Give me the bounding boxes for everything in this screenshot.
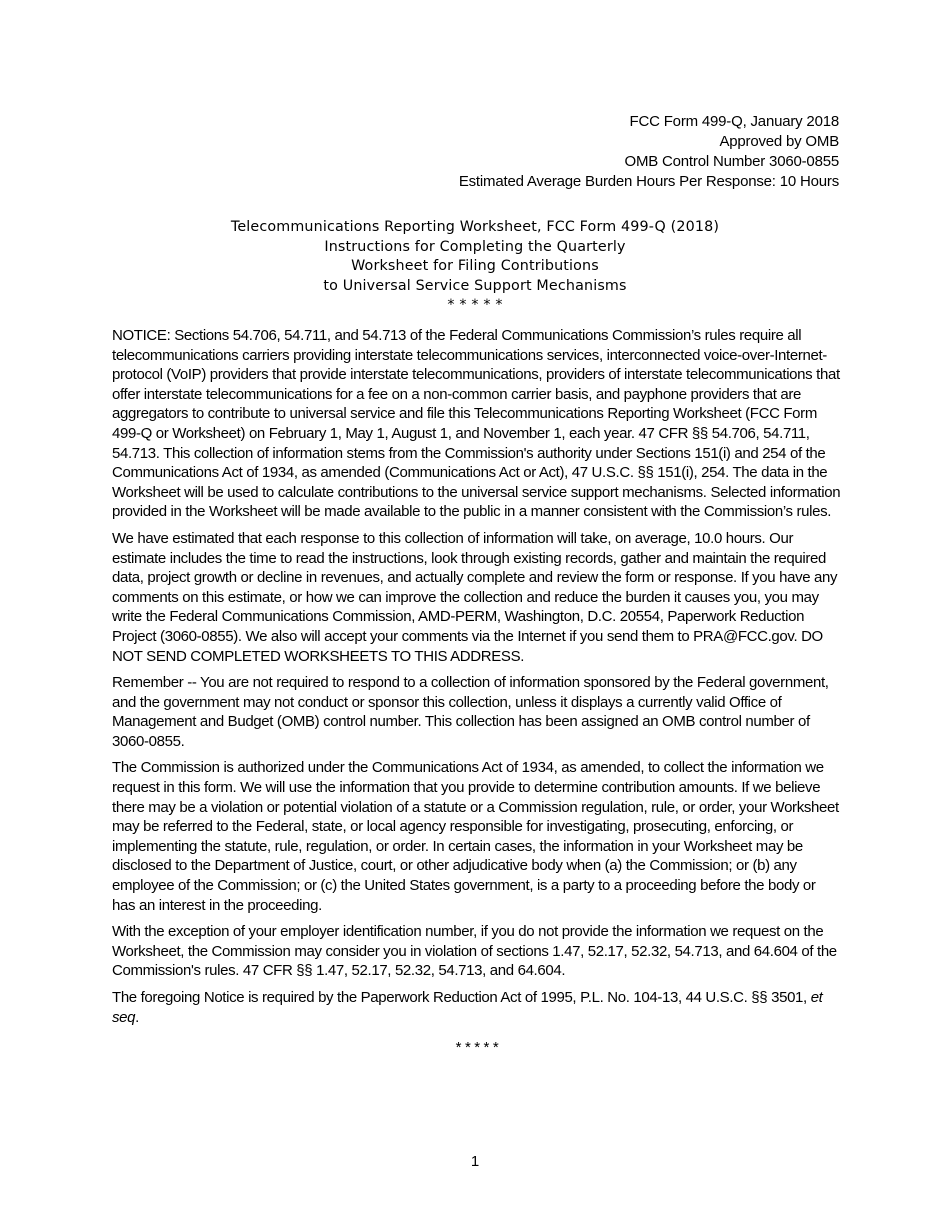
title-line-3: Worksheet for Filing Contributions	[351, 258, 599, 275]
et-seq-italic: et seq	[112, 989, 823, 1026]
end-stars-separator: * * * * *	[455, 1039, 499, 1057]
paperwork-reduction-text: The foregoing Notice is required by the Paperwork Reduction Act of 1995, P.L. No. 104-13, 44 U.S.C. §§ 3501,	[112, 989, 811, 1006]
notice-body	[112, 326, 842, 1058]
title-line-2: Instructions for Completing the Quarterly	[324, 238, 626, 255]
paperwork-reduction-end: .	[135, 1008, 139, 1026]
omb-reminder-paragraph: Remember -- You are not required to respond to a collection of information sponsored by the Federal government, and the government may not conduct or sponsor this collection, unless it displays a currently valid Office of Management and Budget (OMB) control number. This collection has been assigned an OMB control number of 3060-0855.	[112, 674, 829, 750]
notice-paragraph: NOTICE: Sections 54.706, 54.711, and 54.713 of the Federal Communications Commission’s rules require all telecommunications carriers providing interstate telecommunications services, interconnected voice-over-Internet-protocol (VoIP) providers that provide interstate telecommunications, providers of interstate telecommunications that offer interstate telecommunications for a fee on a non-common carrier basis, and payphone providers that are aggregators to contribute to universal service and file this Telecommunications Reporting Worksheet (FCC Form 499-Q or Worksheet) on February 1, May 1, August 1, and November 1, each year. 47 CFR §§ 54.706, 54.711, 54.713. This collection of information stems from the Commission's authority under Sections 151(i) and 254 of the Communications Act of 1934, as amended (Communications Act or Act), 47 U.S.C. §§ 151(i), 254. The data in the Worksheet will be used to calculate contributions to the universal service support mechanisms. Selected information provided in the Worksheet will be made available to the public in a manner consistent with the Commission’s rules.	[112, 327, 841, 521]
authority-paragraph: The Commission is authorized under the Communications Act of 1934, as amended, to collect the information we request in this form. We will use the information that you provide to determine contribution amounts. If we believe there may be a violation or potential violation of a statute or a Commission regulation, rule, or order, your Worksheet may be referred to the Federal, state, or local agency responsible for investigating, prosecuting, enforcing, or implementing the statute, rule, regulation, or order. In certain cases, the information in your Worksheet may be disclosed to the Department of Justice, court, or other adjudicative body when (a) the Commission; or (b) any employee of the Commission; or (c) the United States government, is a party to a proceeding before the body or has an interest in the proceeding.	[112, 759, 839, 914]
form-version-line: FCC Form 499-Q, January 2018	[629, 113, 839, 130]
page-number: 1	[470, 1153, 480, 1170]
omb-approval-line: Approved by OMB	[719, 133, 839, 150]
omb-control-number-line: OMB Control Number 3060-0855	[624, 153, 839, 170]
form-header	[459, 112, 839, 192]
exception-paragraph: With the exception of your employer identification number, if you do not provide the information we request on the Worksheet, the Commission may consider you in violation of sections 1.47, 52.17, 52.32, 54.713, and 64.604 of the Commission's rules. 47 CFR §§ 1.47, 52.17, 52.32, 54.713, and 64.604.	[112, 923, 837, 980]
document-title	[0, 218, 950, 316]
paperwork-reduction-paragraph	[112, 988, 842, 1027]
burden-estimate-paragraph: We have estimated that each response to this collection of information will take, on average, 10.0 hours. Our estimate includes the time to read the instructions, look through existing records, gather and maintain the required data, project growth or decline in revenues, and actually complete and review the form or response. If you have any comments on this estimate, or how we can improve the collection and reduce the burden it causes you, you may write the Federal Communications Commission, AMD-PERM, Washington, D.C. 20554, Paperwork Reduction Project (3060-0855). We also will accept your comments via the Internet if you send them to PRA@FCC.gov. DO NOT SEND COMPLETED WORKSHEETS TO THIS ADDRESS.	[112, 529, 838, 665]
burden-hours-line: Estimated Average Burden Hours Per Response: 10 Hours	[458, 173, 839, 190]
title-line-4: to Universal Service Support Mechanisms	[323, 277, 627, 294]
title-line-1: Telecommunications Reporting Worksheet, FCC Form 499-Q (2018)	[230, 219, 720, 235]
title-stars-separator: * * * * *	[447, 297, 503, 314]
